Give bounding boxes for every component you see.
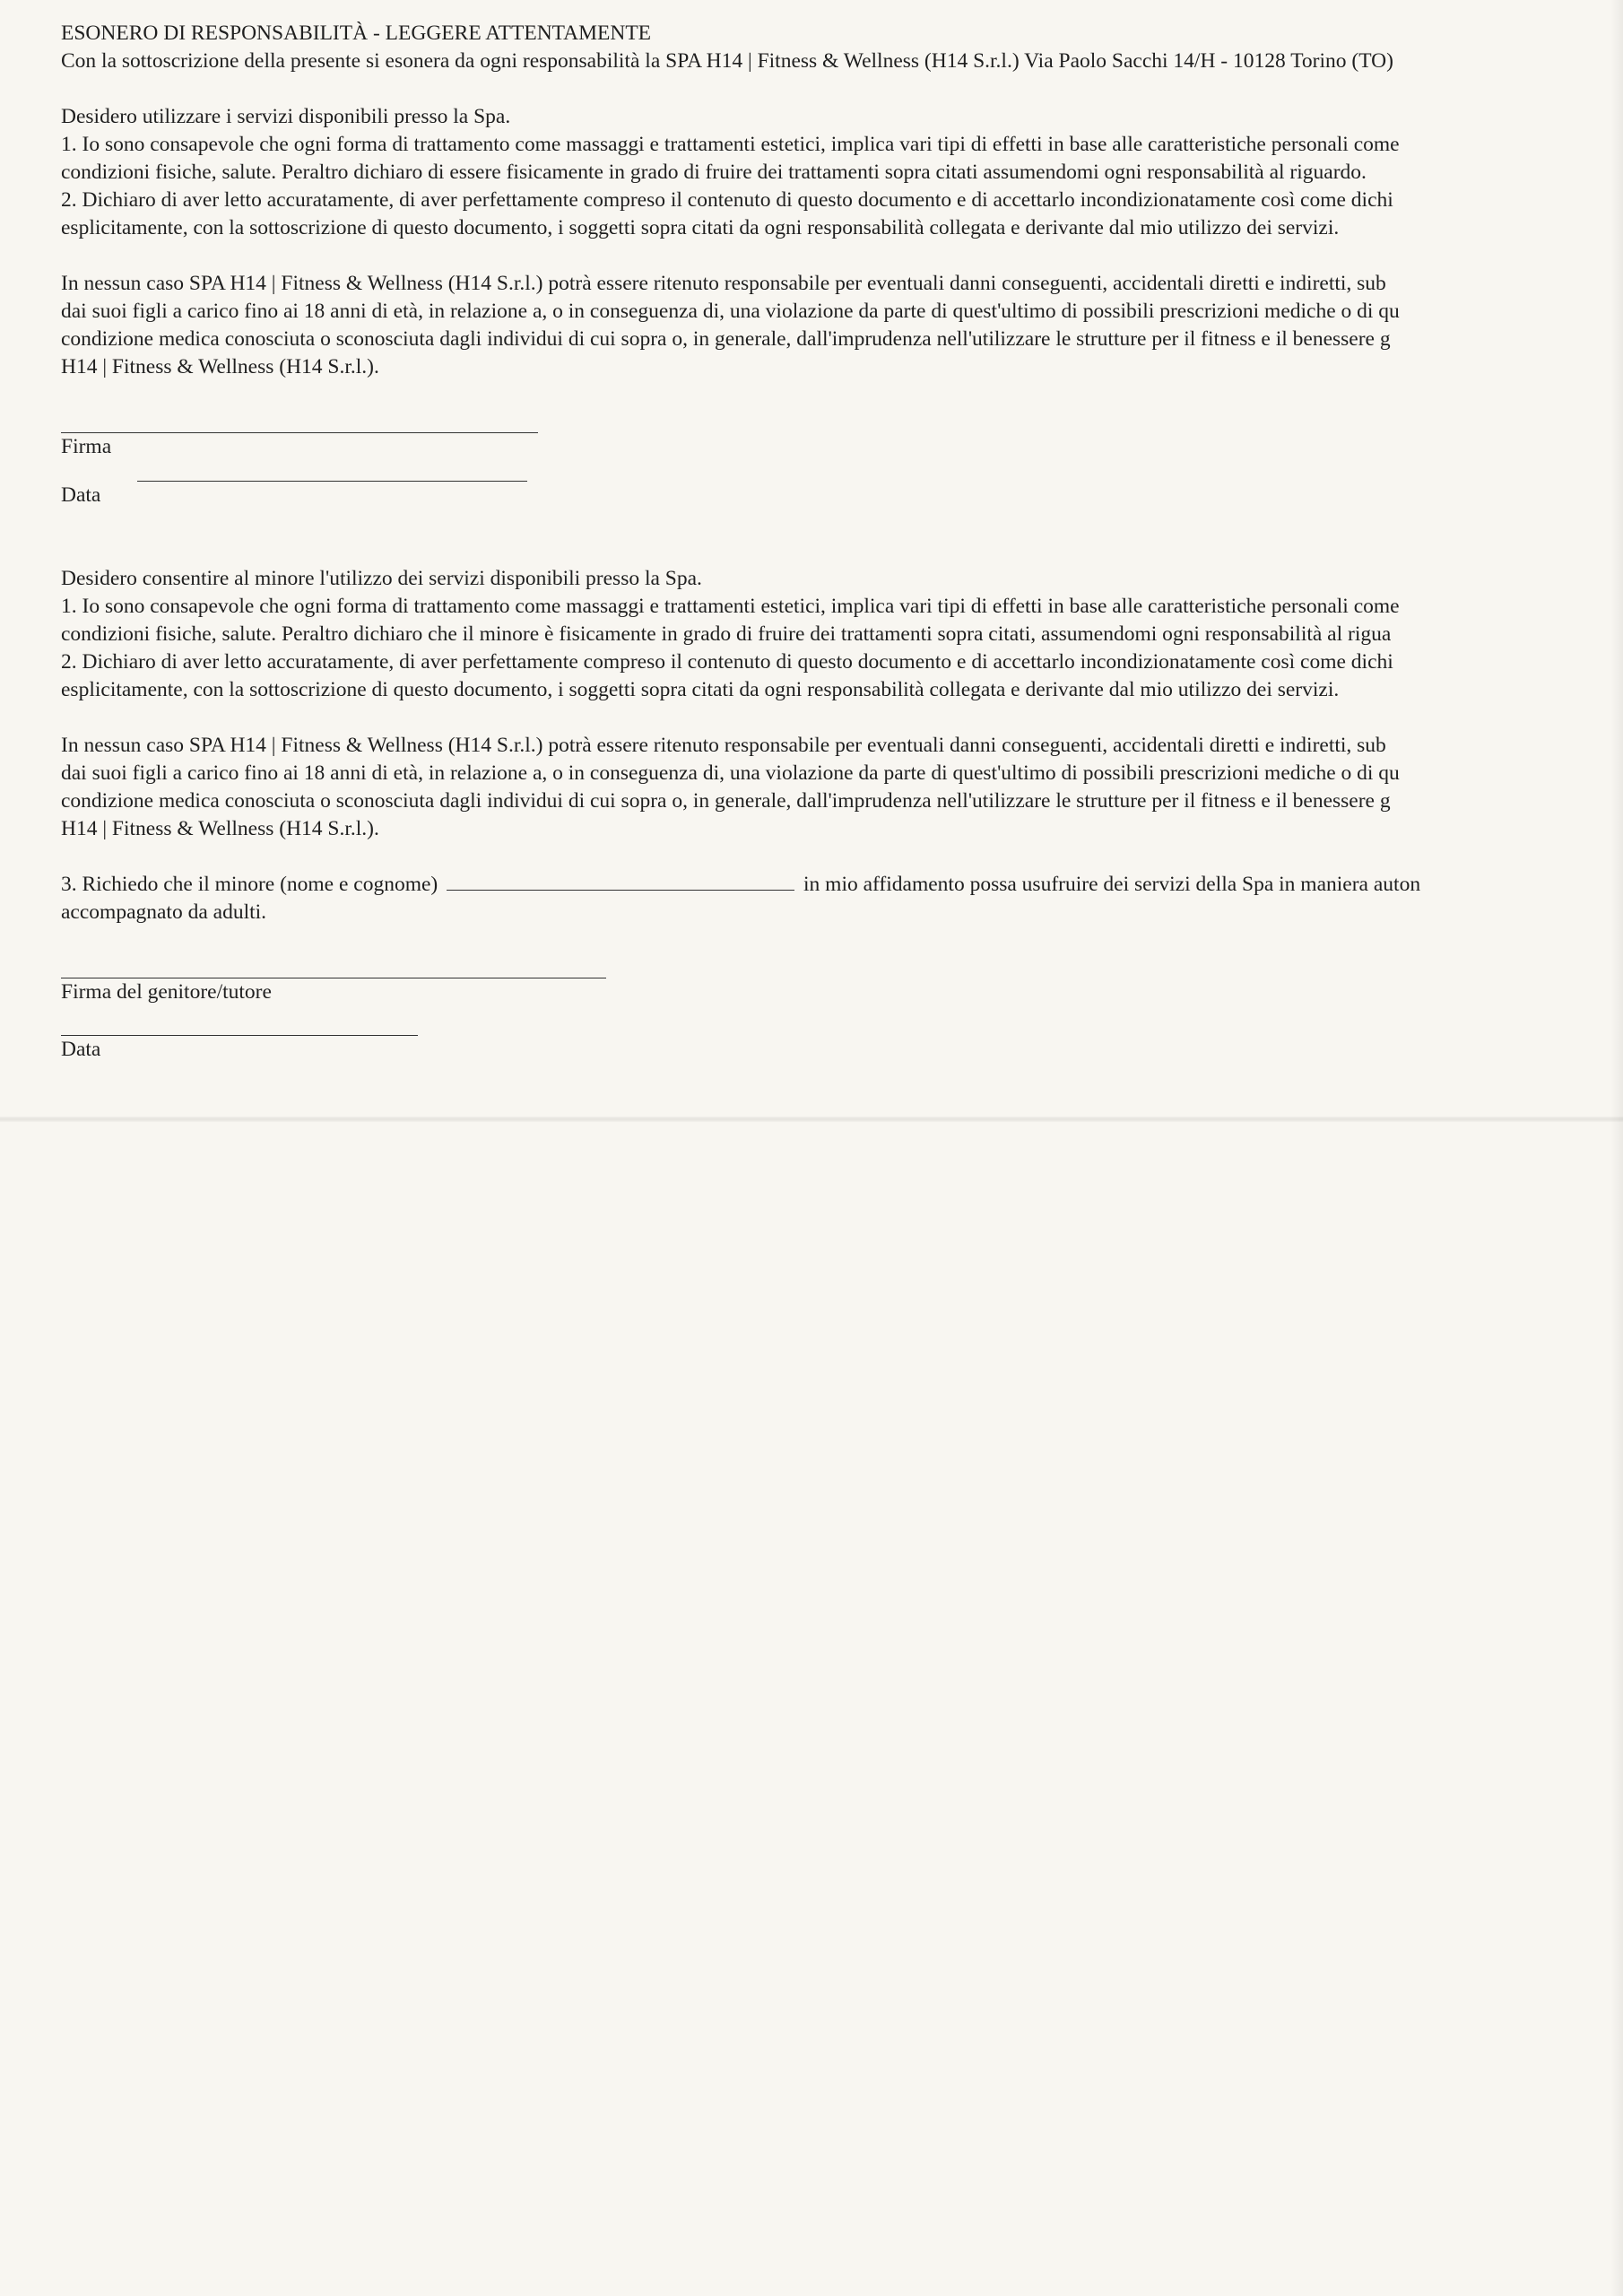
section2-line: esplicitamente, con la sottoscrizione di questo documento, i soggetti sopra citati da ogni responsabilità collegata e derivante dal mio utilizzo dei servizi. — [61, 678, 1340, 701]
paper-fold — [0, 1117, 1623, 1122]
section2-liability-line: condizione medica conosciuta o sconosciuta dagli individui di cui sopra o, in generale, dall'imprudenza nell'utilizzare le strutture per il fitness e il benessere g — [61, 789, 1391, 813]
minor-name-field[interactable] — [447, 874, 794, 891]
guardian-date-line[interactable] — [61, 1015, 418, 1036]
section1-line: esplicitamente, con la sottoscrizione di questo documento, i soggetti sopra citati da ogni responsabilità collegata e derivante dal mio utilizzo dei servizi. — [61, 216, 1340, 239]
minor-request-suffix: in mio affidamento possa usufruire dei servizi della Spa in maniera auton — [803, 873, 1421, 896]
section1-line: 1. Io sono consapevole che ogni forma di trattamento come massaggi e trattamenti estetici, implica vari tipi di effetti in base alle caratteristiche personali come — [61, 133, 1400, 156]
guardian-date-label: Data — [61, 1038, 101, 1061]
section2-liability-line: In nessun caso SPA H14 | Fitness & Wellness (H14 S.r.l.) potrà essere ritenuto responsabile per eventuali danni conseguenti, accidentali diretti e indiretti, sub — [61, 734, 1386, 757]
document-title: ESONERO DI RESPONSABILITÀ - LEGGERE ATTENTAMENTE — [61, 22, 652, 45]
section2-line: condizioni fisiche, salute. Peraltro dichiaro che il minore è fisicamente in grado di fruire dei trattamenti sopra citati, assumendomi ogni responsabilità al rigua — [61, 622, 1392, 646]
guardian-signature-label: Firma del genitore/tutore — [61, 980, 272, 1004]
section1-liability-line: dai suoi figli a carico fino ai 18 anni di età, in relazione a, o in conseguenza di, una violazione da parte di quest'ultimo di possibili prescrizioni mediche o di qu — [61, 300, 1400, 323]
document-content — [61, 20, 1596, 1064]
minor-request-prefix: 3. Richiedo che il minore (nome e cognome) — [61, 873, 438, 896]
minor-request-line2: accompagnato da adulti. — [61, 900, 267, 924]
section1-liability-line: In nessun caso SPA H14 | Fitness & Wellness (H14 S.r.l.) potrà essere ritenuto responsabile per eventuali danni conseguenti, accidentali diretti e indiretti, sub — [61, 272, 1386, 295]
minor-request — [61, 871, 1596, 899]
section2-line: 1. Io sono consapevole che ogni forma di trattamento come massaggi e trattamenti estetici, implica vari tipi di effetti in base alle caratteristiche personali come — [61, 595, 1400, 618]
section2-liability-line: dai suoi figli a carico fino ai 18 anni di età, in relazione a, o in conseguenza di, una violazione da parte di quest'ultimo di possibili prescrizioni mediche o di qu — [61, 761, 1400, 785]
section2-intro: Desidero consentire al minore l'utilizzo dei servizi disponibili presso la Spa. — [61, 567, 702, 590]
guardian-signature-field[interactable] — [61, 958, 1596, 1006]
signature-label: Firma — [61, 435, 112, 458]
section1-liability-line: condizione medica conosciuta o sconosciuta dagli individui di cui sopra o, in generale, dall'imprudenza nell'utilizzare le strutture per il fitness e il benessere g — [61, 327, 1391, 351]
paper-edge-shadow — [1610, 0, 1623, 2296]
guardian-date-field[interactable] — [61, 1015, 1596, 1064]
section1-line: 2. Dichiaro di aver letto accuratamente, di aver perfettamente compreso il contenuto di questo documento e di accettarlo incondizionatamente così come dichi — [61, 188, 1393, 212]
section1-intro: Desidero utilizzare i servizi disponibili presso la Spa. — [61, 105, 511, 128]
date-field[interactable] — [61, 461, 1596, 509]
section2-line: 2. Dichiaro di aver letto accuratamente, di aver perfettamente compreso il contenuto di questo documento e di accettarlo incondizionatamente così come dichi — [61, 650, 1393, 674]
section1-line: condizioni fisiche, salute. Peraltro dichiaro di essere fisicamente in grado di fruire dei trattamenti sopra citati assumendomi ogni responsabilità al riguardo. — [61, 161, 1367, 184]
document-subtitle: Con la sottoscrizione della presente si esonera da ogni responsabilità la SPA H14 | Fitness & Wellness (H14 S.r.l.) Via Paolo Sacchi 14/H - 10128 Torino (TO) — [61, 49, 1393, 73]
signature-line[interactable] — [61, 413, 538, 433]
guardian-signature-line[interactable] — [61, 958, 606, 978]
signature-field[interactable] — [61, 413, 1596, 461]
date-line[interactable] — [137, 461, 527, 482]
section1-liability-line: H14 | Fitness & Wellness (H14 S.r.l.). — [61, 355, 379, 378]
date-label: Data — [61, 483, 101, 507]
section2-liability-line: H14 | Fitness & Wellness (H14 S.r.l.). — [61, 817, 379, 840]
